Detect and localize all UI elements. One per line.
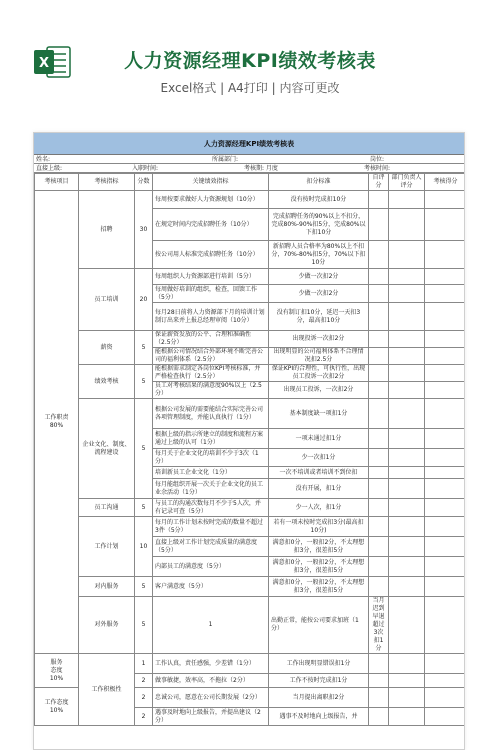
final-score-cell	[425, 331, 466, 348]
manager-score-cell	[389, 331, 425, 348]
kpi-cell: 每周组织人力资源部进行培训（5分）	[153, 269, 269, 285]
self-score-cell	[369, 399, 389, 429]
score-cell: 5	[135, 597, 153, 654]
manager-score-cell	[389, 285, 425, 303]
page-subtitle: Excel格式 | A4打印 | 内容可更改	[160, 81, 340, 95]
assess-time-label: 考核时间:	[364, 165, 391, 172]
col-header: 考核指标	[79, 174, 135, 191]
manager-score-cell	[389, 429, 425, 449]
self-score-cell	[369, 331, 389, 348]
kpi-cell: 每周按要求做好人力资源规划（10分）	[153, 191, 269, 209]
kpi-cell: 根据上级的指示所建立的制度和流程方案通过上级的认可（1分）	[153, 429, 269, 449]
self-score-cell	[369, 479, 389, 499]
self-score-cell	[369, 537, 389, 557]
final-score-cell	[425, 479, 466, 499]
self-score-cell	[369, 269, 389, 285]
deduction-cell: 没有制订扣10分，延迟一天扣3分，最高扣10分	[269, 303, 369, 331]
table-row	[35, 499, 466, 517]
kpi-cell: 每月关于企业文化的培训不少于3次（1分）	[153, 449, 269, 467]
kpi-cell: 工作认真，责任感强，少差错（1分）	[153, 654, 269, 674]
final-score-cell	[425, 674, 466, 688]
kpi-cell: 每月能组织开展一次关于企业文化的员工业余活动（1分）	[153, 479, 269, 499]
deduction-cell: 没有开展，扣1分	[269, 479, 369, 499]
table-row	[35, 331, 466, 348]
manager-score-cell	[389, 241, 425, 269]
self-score-cell	[389, 597, 425, 654]
score-cell: 30	[135, 191, 153, 269]
manager-score-cell	[389, 467, 425, 479]
indicator-cell: 员工沟通	[79, 499, 135, 517]
kpi-cell: 与员工的沟通次数每月不少于5人次，并有记录可查（5分）	[153, 499, 269, 517]
final-score-cell	[425, 499, 466, 517]
deduction-cell: 一项未通过扣1分	[269, 429, 369, 449]
manager-score-cell	[389, 577, 425, 597]
spreadsheet-preview	[33, 132, 465, 750]
manager-score-cell	[389, 537, 425, 557]
self-score-cell	[369, 303, 389, 331]
final-score-cell	[425, 209, 466, 241]
kpi-cell: 每周做好培训的组织，检查，回馈工作（5分）	[153, 285, 269, 303]
self-score-cell	[369, 577, 389, 597]
deduction-cell: 当月提出离职扣2分	[269, 688, 369, 708]
manager-score-cell	[389, 708, 425, 726]
deduction-cell: 少做一次扣2分	[269, 269, 369, 285]
score-cell: 10	[135, 517, 153, 577]
col-header: 部门负责人评分	[389, 174, 425, 191]
deduction-cell: 新招聘人员合格率为80%以上不扣分，70%-80%扣5分，70%以下扣10分	[269, 241, 369, 269]
deduction-cell: 工作不按时完成扣1分	[269, 674, 369, 688]
kpi-cell: 客户满意度（5分）	[153, 577, 269, 597]
self-score-cell	[369, 688, 389, 708]
indicator-cell: 招聘	[79, 191, 135, 269]
self-score-cell	[369, 429, 389, 449]
final-score-cell	[425, 557, 466, 577]
col-header: 扣分标准	[269, 174, 369, 191]
self-score-cell	[369, 517, 389, 537]
kpi-cell: 直接上级对工作计划完成质量的满意度（5分）	[153, 537, 269, 557]
manager-score-cell	[389, 365, 425, 382]
kpi-cell: 内部员工的满意度（5分）	[153, 557, 269, 577]
join-date-label: 入职时间:	[132, 165, 159, 172]
deduction-cell: 基本制度缺一项扣1分	[269, 399, 369, 429]
category-cell: 服务 态度 10%	[35, 654, 79, 688]
category-cell: 工作职责 80%	[35, 191, 79, 654]
svg-text:X: X	[38, 56, 50, 71]
kpi-cell: 员工对考核结果的满意度90%以上（2.5分）	[153, 382, 269, 399]
manager-score-cell	[389, 303, 425, 331]
score-cell: 5	[135, 399, 153, 499]
col-header: 分数	[135, 174, 153, 191]
self-score-cell	[369, 365, 389, 382]
final-score-cell	[425, 399, 466, 429]
final-score-cell	[425, 285, 466, 303]
manager-score-cell	[389, 557, 425, 577]
score-cell: 5	[135, 365, 153, 399]
deduction-cell: 少一次扣1分	[269, 449, 369, 467]
manager-score-cell	[389, 209, 425, 241]
score-cell: 2	[135, 708, 153, 726]
manager-score-cell	[389, 688, 425, 708]
post-label: 岗位:	[370, 156, 385, 163]
final-score-cell	[425, 191, 466, 209]
self-score-cell	[369, 348, 389, 365]
kpi-cell: 遇事及时地向上级报告，并提出建议（2分）	[153, 708, 269, 726]
kpi-cell: 按公司用人标准完成招聘任务（10分）	[153, 241, 269, 269]
indicator-cell: 对外服务	[79, 597, 135, 654]
table-row	[35, 365, 466, 382]
table-row	[35, 191, 466, 209]
table-header-row	[35, 174, 466, 191]
final-score-cell	[425, 654, 466, 674]
deduction-cell: 完成招聘任务的90%以上不扣分，完成80%-90%扣5分，完成80%以下扣10分	[269, 209, 369, 241]
deduction-cell: 满意扣0分，一般扣2分，不太理想扣3分，很差扣5分	[269, 537, 369, 557]
deduction-cell: 工作出现明显错误扣1分	[269, 654, 369, 674]
manager-score-cell	[389, 348, 425, 365]
deduction-cell: 当月迟到早退超过3次扣1分	[369, 597, 389, 654]
table-row	[35, 654, 466, 674]
manager-score-cell	[389, 191, 425, 209]
self-score-cell	[369, 241, 389, 269]
deduction-cell: 遇事不及时地向上级报告，并	[269, 708, 369, 726]
self-score-cell	[369, 708, 389, 726]
self-score-cell	[369, 191, 389, 209]
final-score-cell	[425, 429, 466, 449]
kpi-cell: 能根据公司情况结合外部环境不断完善公司的福利体系（2.5分）	[153, 348, 269, 365]
indicator-cell: 员工培训	[79, 269, 135, 331]
deduction-cell: 保证KPI的合理性，可执行性，出现员工投诉一次扣2分	[269, 365, 369, 382]
self-score-cell	[369, 382, 389, 399]
score-cell: 5	[135, 499, 153, 517]
col-header: 考核得分	[425, 174, 466, 191]
final-score-cell	[425, 348, 466, 365]
score-cell: 20	[135, 269, 153, 331]
self-score-cell	[369, 449, 389, 467]
final-score-cell	[425, 708, 466, 726]
deduction-cell: 若有一项未按时完成扣3分(最高扣10分)	[269, 517, 369, 537]
final-score-cell	[425, 382, 466, 399]
info-row-2	[34, 164, 464, 173]
manager-score-cell	[389, 479, 425, 499]
kpi-table	[34, 173, 465, 726]
final-score-cell	[425, 303, 466, 331]
col-header: 自评分	[369, 174, 389, 191]
self-score-cell	[369, 467, 389, 479]
kpi-cell: 每月的工作计划未按时完成的数量不超过3件（5分）	[153, 517, 269, 537]
col-header: 关键绩效指标	[153, 174, 269, 191]
final-score-cell	[425, 269, 466, 285]
page-header	[0, 0, 500, 118]
final-score-cell	[425, 241, 466, 269]
self-score-cell	[369, 557, 389, 577]
dept-label: 所属部门:	[212, 156, 239, 163]
table-row	[35, 517, 466, 537]
deduction-cell: 少做一次扣2分	[269, 285, 369, 303]
self-score-cell	[369, 285, 389, 303]
table-row	[35, 597, 466, 654]
manager-score-cell	[425, 597, 466, 654]
deduction-cell: 出现投诉一次扣2分	[269, 331, 369, 348]
deduction-cell: 没有按时完成扣10分	[269, 191, 369, 209]
self-score-cell	[369, 654, 389, 674]
indicator-cell: 对内服务	[79, 577, 135, 597]
deduction-cell: 满意扣0分，一般扣2分，不太理想扣3分，很差扣5分	[269, 577, 369, 597]
kpi-cell: 出勤正常，能按公司要求加班（1分）	[269, 597, 369, 654]
self-score-cell	[369, 499, 389, 517]
category-cell: 工作态度 10%	[35, 688, 79, 726]
kpi-cell: 每月28日前将人力资源部下月的培训计划制订出来并上报总经理审阅（10分）	[153, 303, 269, 331]
final-score-cell	[425, 449, 466, 467]
supervisor-label: 直接上级:	[36, 165, 63, 172]
deduction-cell: 满意扣0分，一般扣2分，不太理想扣3分，很差扣5分	[269, 557, 369, 577]
indicator-cell: 工作计划	[79, 517, 135, 577]
deduction-cell: 出现员工投诉，一次扣2分	[269, 382, 369, 399]
kpi-cell: 在规定时间内完成招聘任务（10分）	[153, 209, 269, 241]
sheet-title: 人力资源经理KPI绩效考核表	[34, 133, 464, 155]
deduction-cell: 一次不培训或者培训不到位扣	[269, 467, 369, 479]
final-score-cell	[425, 577, 466, 597]
name-label: 姓名:	[36, 156, 51, 163]
info-row-1	[34, 155, 464, 164]
score-cell: 1	[135, 654, 153, 674]
kpi-cell: 根据公司发展的需要能结合实际完善公司各项管理制度，并能认真执行（1分）	[153, 399, 269, 429]
manager-score-cell	[389, 449, 425, 467]
table-row	[35, 399, 466, 429]
kpi-cell: 能根据需求制定各岗位KPI考核标准，并严格检查执行（2.5分）	[153, 365, 269, 382]
self-score-cell	[369, 209, 389, 241]
score-cell: 1	[153, 597, 269, 654]
final-score-cell	[425, 365, 466, 382]
score-cell: 5	[135, 577, 153, 597]
manager-score-cell	[389, 517, 425, 537]
period-label: 考核期: 月度	[244, 165, 278, 172]
manager-score-cell	[389, 499, 425, 517]
table-row	[35, 269, 466, 285]
manager-score-cell	[389, 269, 425, 285]
final-score-cell	[425, 688, 466, 708]
score-cell: 2	[135, 688, 153, 708]
score-cell: 5	[135, 331, 153, 365]
manager-score-cell	[389, 654, 425, 674]
kpi-cell: 忠诚公司，愿意在公司长期发展（2分）	[153, 688, 269, 708]
indicator-cell: 工作积极性	[79, 654, 135, 726]
indicator-cell: 绩效考核	[79, 365, 135, 399]
kpi-cell: 培训新员工企业文化（1分）	[153, 467, 269, 479]
final-score-cell	[425, 467, 466, 479]
final-score-cell	[425, 517, 466, 537]
kpi-cell: 保证薪资发放的公平、合理和准确性（2.5分）	[153, 331, 269, 348]
final-score-cell	[425, 537, 466, 557]
deduction-cell: 少一人次，扣1分	[269, 499, 369, 517]
deduction-cell: 出现明显的公司福利体系不合理情况扣2.5分	[269, 348, 369, 365]
table-row	[35, 577, 466, 597]
page-title: 人力资源经理KPI绩效考核表	[124, 50, 376, 72]
manager-score-cell	[389, 382, 425, 399]
indicator-cell: 薪资	[79, 331, 135, 365]
indicator-cell: 企业文化、制度、流程建设	[79, 399, 135, 499]
score-cell: 2	[135, 674, 153, 688]
kpi-cell: 做事敏捷，效率高，不拖拉（2分）	[153, 674, 269, 688]
col-header: 考核项目	[35, 174, 79, 191]
manager-score-cell	[389, 399, 425, 429]
self-score-cell	[369, 674, 389, 688]
manager-score-cell	[389, 674, 425, 688]
